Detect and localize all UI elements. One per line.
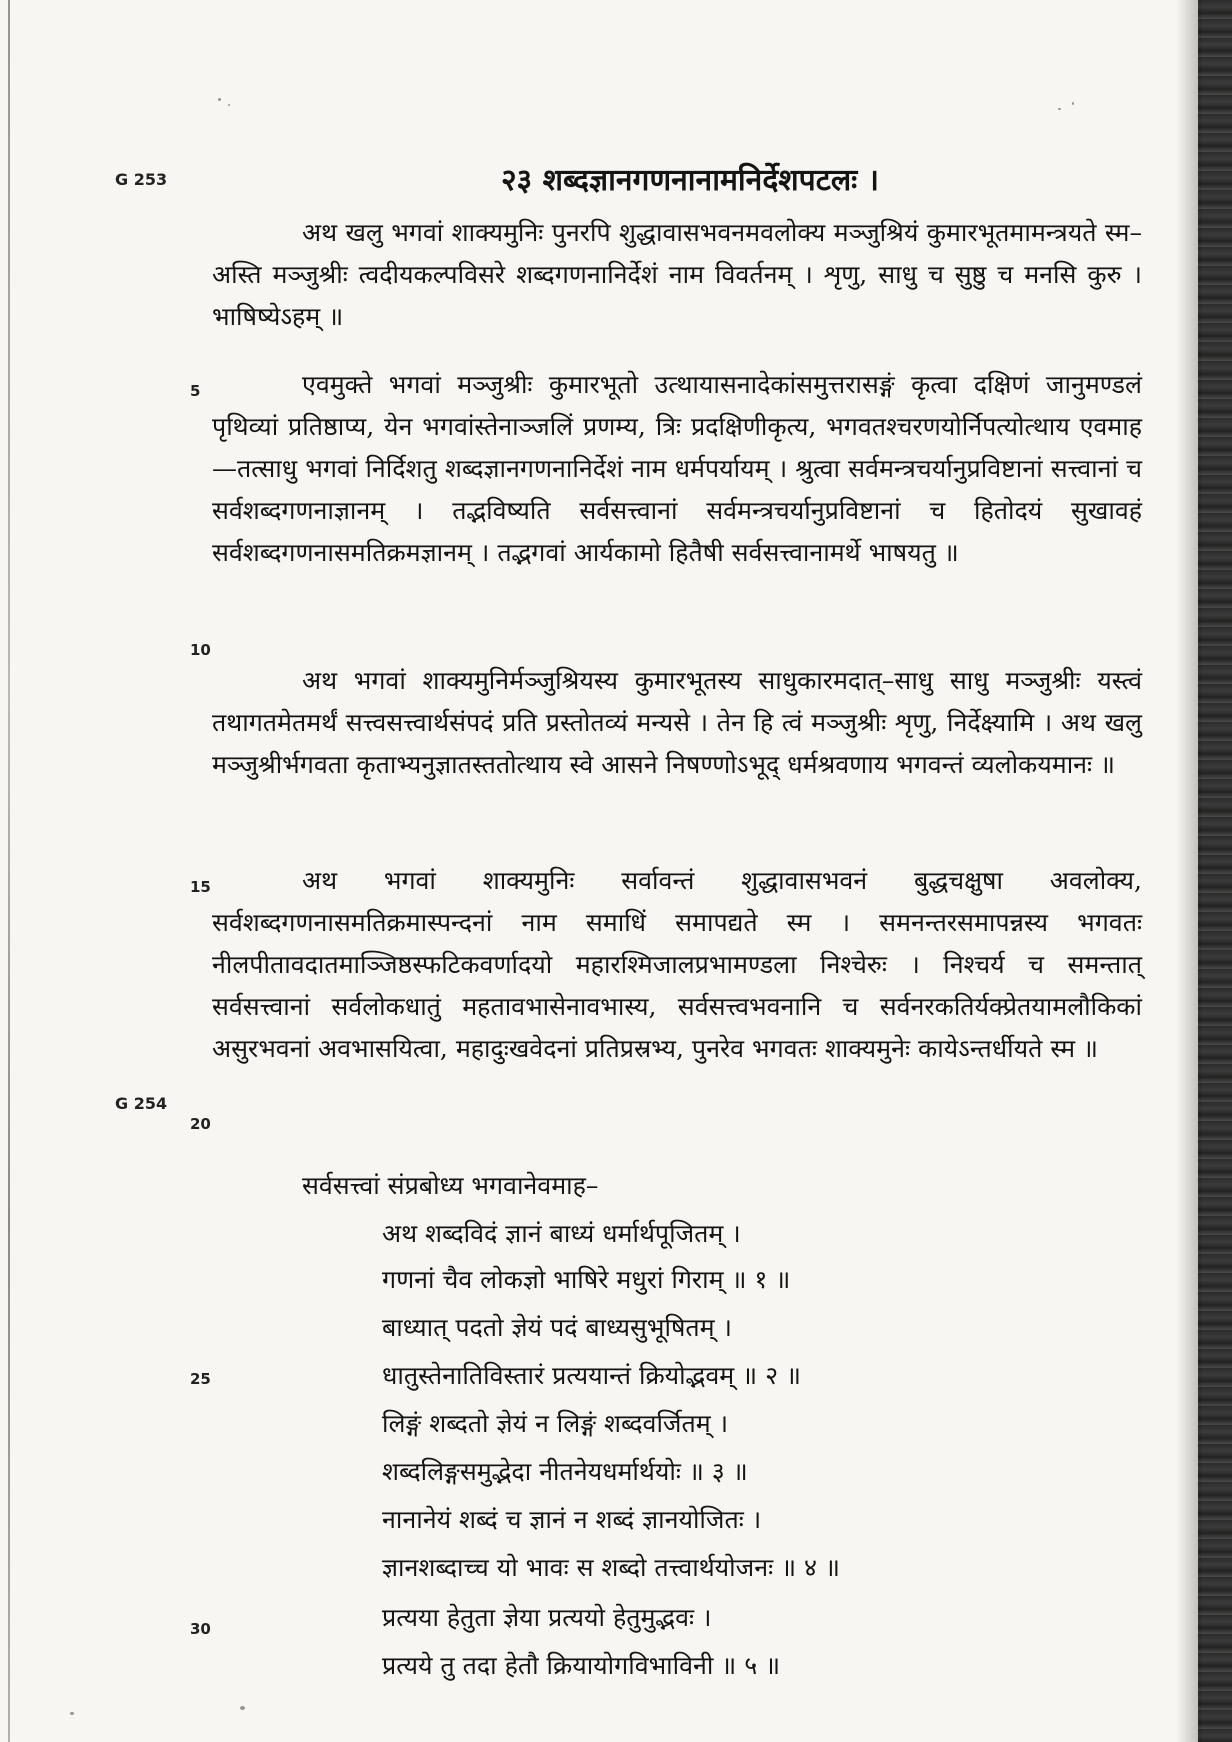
page-left-edge	[8, 0, 10, 1742]
scan-speck	[70, 1712, 74, 1715]
scan-speck	[240, 1706, 245, 1710]
line-number-25: 25	[190, 1370, 211, 1388]
margin-ref-g253: G 253	[115, 170, 168, 189]
margin-ref-g254: G 254	[115, 1094, 168, 1113]
paragraph-1: अथ खलु भगवां शाक्यमुनिः पुनरपि शुद्धावासभवनमवलोक्य मञ्जुश्रियं कुमारभूतमामन्त्रयते स्म–अस्ति मञ्जुश्रीः त्वदीयकल्पविसरे शब्दगणनानिर्देशं नाम विवर्तनम् । शृणु, साधु च सुष्ठु च मनसि कुरु । भाषिष्येऽहम् ॥	[212, 218, 1142, 331]
paragraph-2: एवमुक्ते भगवां मञ्जुश्रीः कुमारभूतो उत्थायासनादेकांसमुत्तरासङ्गं कृत्वा दक्षिणं जानुमण्डलं पृथिव्यां प्रतिष्ठाप्य, येन भगवांस्तेनाञ्जलिं प्रणम्य, त्रिः प्रदक्षिणीकृत्य, भगवतश्चरणयोर्निपत्योत्थाय एवमाह—तत्साधु भगवां निर्दिशतु शब्दज्ञानगणनानिर्देशं नाम धर्मपर्यायम् । श्रुत्वा सर्वमन्त्रचर्यानुप्रविष्टानां सत्त्वानां च सर्वशब्दगणनाज्ञानम् । तद्भविष्यति सर्वसत्त्वानां सर्वमन्त्रचर्यानुप्रविष्टानां च हितोदयं सुखावहं सर्वशब्दगणनासमतिक्रमज्ञानम् । तद्भगवां आर्यकामो हितैषी सर्वसत्त्वानामर्थे भाषयतु ॥	[212, 370, 1142, 567]
line-number-20: 20	[190, 1115, 211, 1133]
paragraph-4: अथ भगवां शाक्यमुनिः सर्वावन्तं शुद्धावासभवनं बुद्धचक्षुषा अवलोक्य, सर्वशब्दगणनासमतिक्रमास्पन्दनां नाम समाधिं समापद्यते स्म । समनन्तरसमापन्नस्य भगवतः नीलपीतावदातमाञ्जिष्ठस्फटिकवर्णादयो महारश्मिजालप्रभामण्डला निश्चेरुः । निश्चर्य च समन्तात् सर्वसत्त्वानां सर्वलोकधातुं महतावभासेनावभास्य, सर्वसत्त्वभवनानि च सर्वनरकतिर्यक्प्रेतयामलौकिकां असुरभवनां अवभासयित्वा, महादुःखवेदनां प्रतिप्रस्रभ्य, पुनरेव भगवतः शाक्यमुनेः कायेऽन्तर्धीयते स्म ॥	[212, 866, 1142, 1063]
scan-speck	[228, 104, 230, 106]
verse-line: अथ शब्दविदं ज्ञानं बाध्यं धर्मार्थपूजितम् ।	[382, 1219, 741, 1248]
page-right-edge	[1198, 0, 1232, 1742]
verse-intro: सर्वसत्त्वां संप्रबोध्य भगवानेवमाह–	[302, 1171, 599, 1200]
verse-line: लिङ्गं शब्दतो ज्ञेयं न लिङ्गं शब्दवर्जितम् ।	[382, 1409, 729, 1438]
verse-line: बाध्यात् पदतो ज्ञेयं पदं बाध्यसुभूषितम् ।	[382, 1313, 733, 1342]
line-number-15: 15	[190, 878, 211, 896]
scan-speck	[1058, 108, 1061, 110]
verse-line: प्रत्यये तु तदा हेतौ क्रियायोगविभाविनी ॥ ५ ॥	[382, 1651, 781, 1680]
verse-line: ज्ञानशब्दाच्च यो भावः स शब्दो तत्त्वार्थयोजनः ॥ ४ ॥	[382, 1553, 840, 1582]
scan-speck	[1072, 102, 1074, 105]
scan-speck	[218, 98, 221, 101]
verse-line: गणनां चैव लोकज्ञो भाषिरे मधुरां गिराम् ॥ १ ॥	[382, 1265, 791, 1294]
chapter-title: २३ शब्दज्ञानगणनानामनिर्देशपटलः ।	[500, 163, 880, 198]
line-number-10: 10	[190, 641, 211, 659]
paragraph-3: अथ भगवां शाक्यमुनिर्मञ्जुश्रियस्य कुमारभूतस्य साधुकारमदात्–साधु साधु मञ्जुश्रीः यस्त्वं तथागतमेतमर्थं सत्त्वसत्त्वार्थसंपदं प्रति प्रस्तोतव्यं मन्यसे । तेन हि त्वं मञ्जुश्रीः शृणु, निर्देक्ष्यामि । अथ खलु मञ्जुश्रीर्भगवता कृताभ्यनुज्ञातस्ततोत्थाय स्वे आसने निषण्णोऽभूद् धर्मश्रवणाय भगवन्तं व्यलोकयमानः ॥	[212, 666, 1142, 779]
line-number-30: 30	[190, 1620, 211, 1638]
verse-line: धातुस्तेनातिविस्तारं प्रत्ययान्तं क्रियोद्भवम् ॥ २ ॥	[382, 1361, 802, 1390]
line-number-5: 5	[190, 382, 201, 400]
verse-line: प्रत्यया हेतुता ज्ञेया प्रत्ययो हेतुमुद्भवः ।	[382, 1603, 712, 1632]
verse-line: नानानेयं शब्दं च ज्ञानं न शब्दं ज्ञानयोजितः ।	[382, 1505, 762, 1534]
verse-line: शब्दलिङ्गसमुद्भेदा नीतनेयधर्मार्थयोः ॥ ३ ॥	[382, 1457, 748, 1486]
